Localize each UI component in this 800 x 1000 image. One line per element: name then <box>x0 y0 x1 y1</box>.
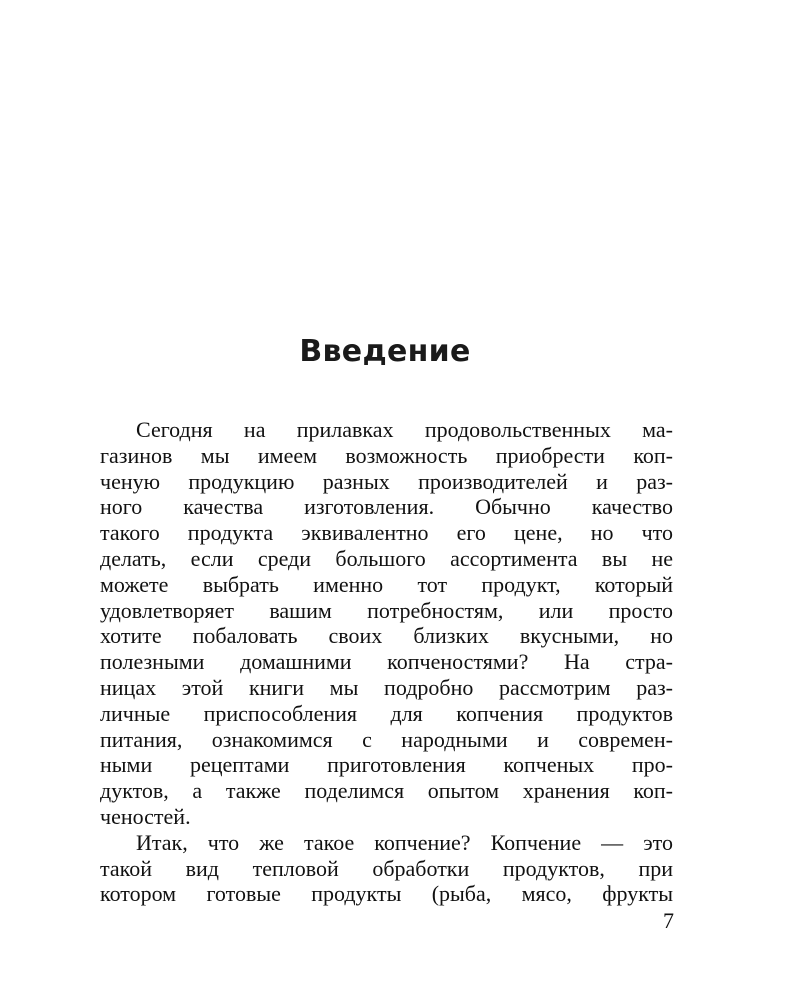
body-text <box>100 417 673 907</box>
text-line: хотите побаловать своих близких вкусными, но <box>100 623 673 649</box>
text-line: котором готовые продукты (рыба, мясо, фрукты <box>100 881 673 907</box>
paragraph <box>100 417 673 830</box>
paragraph <box>100 830 673 907</box>
text-line: можете выбрать именно тот продукт, который <box>100 571 673 597</box>
text-line: газинов мы имеем возможность приобрести коп- <box>100 442 673 468</box>
chapter-title: Введение <box>299 334 471 369</box>
text-line: ченую продукцию разных производителей и раз- <box>100 468 673 494</box>
text-line: Итак, что же такое копчение? Копчение — это <box>136 829 673 855</box>
text-line: ченостей. <box>100 803 191 829</box>
page-number: 7 <box>663 908 674 933</box>
text-line: дуктов, а также поделимся опытом хранения коп- <box>100 778 673 804</box>
text-line: такого продукта эквивалентно его цене, но что <box>100 520 673 546</box>
text-line: личные приспособления для копчения продуктов <box>100 700 673 726</box>
text-line: ного качества изготовления. Обычно качество <box>100 494 673 520</box>
text-line: ными рецептами приготовления копченых про- <box>100 752 673 778</box>
text-line: Сегодня на прилавках продовольственных ма- <box>136 417 673 442</box>
text-line: ницах этой книги мы подробно рассмотрим раз- <box>100 674 673 700</box>
text-line: делать, если среди большого ассортимента вы не <box>100 545 673 571</box>
text-line: питания, ознакомимся с народными и современ- <box>100 726 673 752</box>
text-line: такой вид тепловой обработки продуктов, при <box>100 855 673 881</box>
text-line: удовлетворяет вашим потребностям, или просто <box>100 597 673 623</box>
text-line: полезными домашними копченостями? На стра- <box>100 649 673 675</box>
